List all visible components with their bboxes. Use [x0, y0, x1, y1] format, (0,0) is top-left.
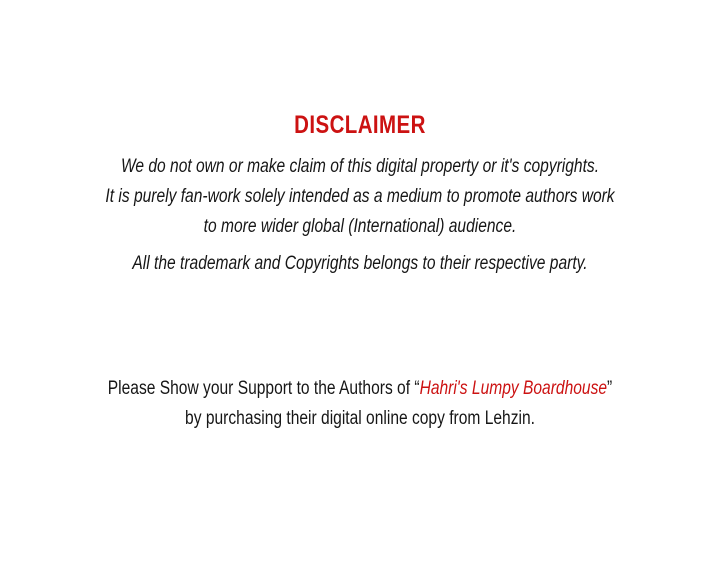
disclaimer-paragraph-2	[65, 249, 655, 279]
support-line-1	[65, 374, 655, 404]
support-suffix: ”	[607, 378, 613, 399]
disclaimer-line-2: It is purely fan-work solely intended as a medium to promote authors work	[105, 186, 615, 207]
disclaimer-line-3: to more wider global (International) audience.	[203, 216, 517, 237]
work-title-highlight: Hahri's Lumpy Boardhouse	[419, 378, 608, 399]
disclaimer-title: DISCLAIMER	[294, 111, 426, 139]
support-note	[65, 374, 655, 434]
disclaimer-line-4: All the trademark and Copyrights belongs to their respective party.	[132, 253, 588, 274]
support-prefix: Please Show your Support to the Authors of “	[107, 378, 420, 399]
support-line-2: by purchasing their digital online copy from Lehzin.	[185, 408, 535, 429]
disclaimer-paragraph-1	[65, 152, 655, 242]
disclaimer-line-1: We do not own or make claim of this digital property or it's copyrights.	[120, 156, 600, 177]
